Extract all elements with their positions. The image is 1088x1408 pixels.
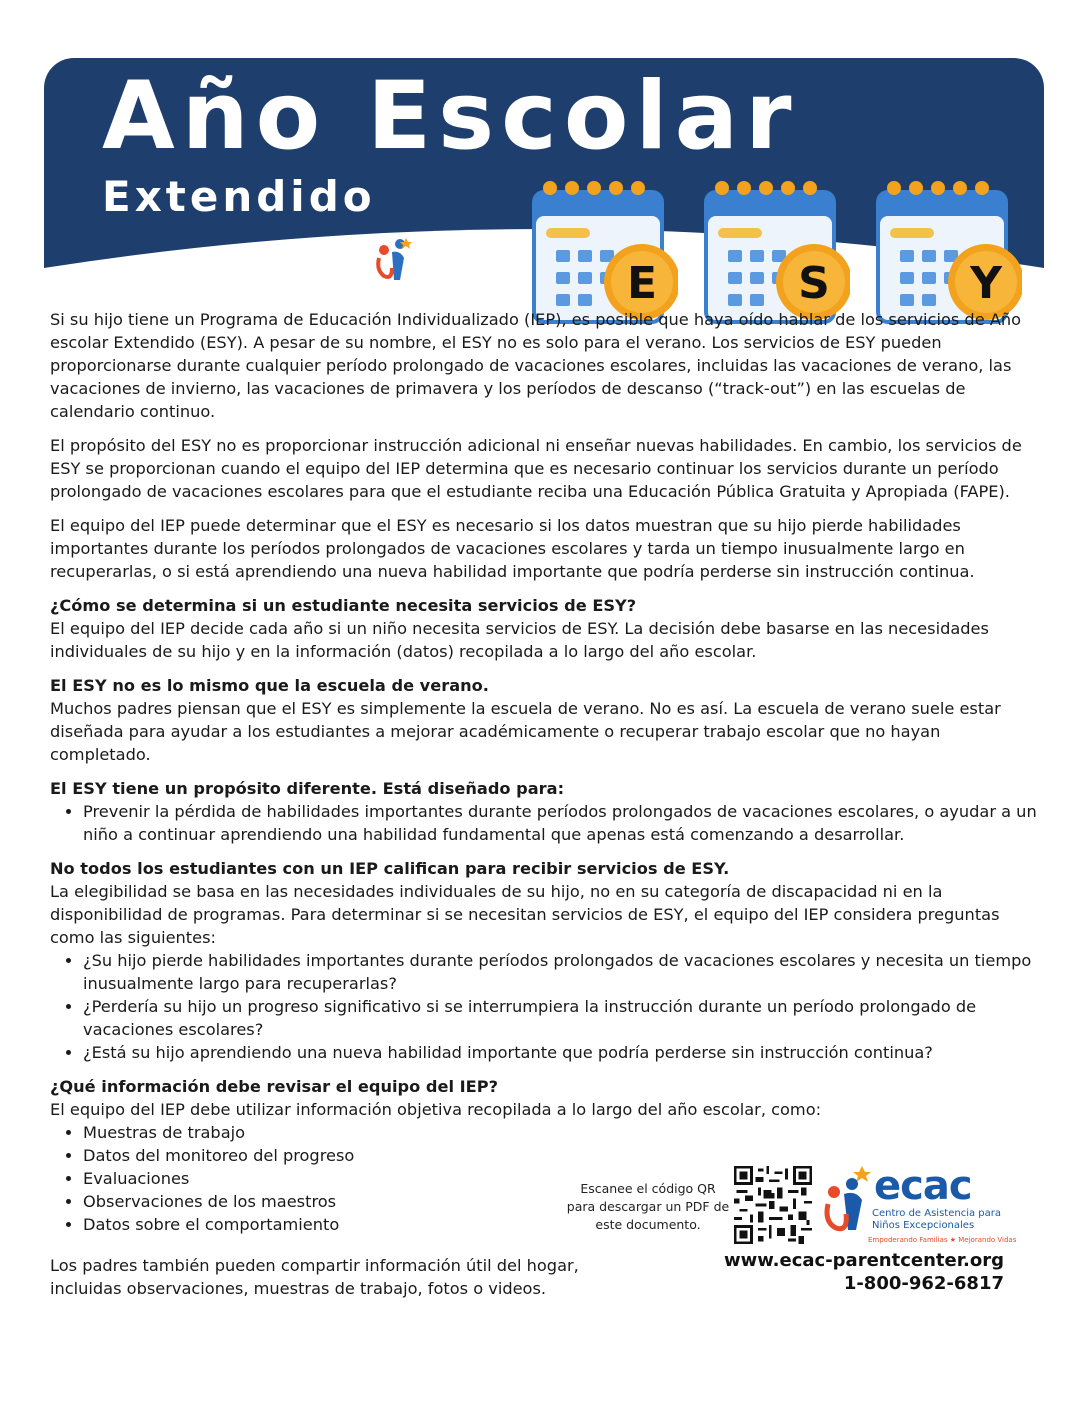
calendar-letter-s: S: [798, 258, 830, 309]
section-heading-eligibility: No todos los estudiantes con un IEP califican para recibir servicios de ESY.: [50, 859, 730, 878]
list-item: • Prevenir la pérdida de habilidades importantes durante períodos prolongados de vacaciones escolares, o ayudar a un niño a continuar aprendiendo una habilidad fundamental que apenas está comenzando a desarrollar.: [83, 800, 1040, 846]
list-item: • Evaluaciones: [83, 1167, 583, 1190]
section-body-information: El equipo del IEP debe utilizar información objetiva recopilada a lo largo del año escolar, como:: [50, 1100, 822, 1119]
phone-number[interactable]: 1-800-962-6817: [843, 1273, 1004, 1294]
calendar-y-icon: [872, 168, 1022, 328]
section-body-summer: Muchos padres piensan que el ESY es simplemente la escuela de verano. No es así. La escuela de verano suele estar diseñada para ayudar a los estudiantes a mejorar académicamente o recuperar trabajo escolar que no hayan completado.: [50, 699, 1001, 764]
page-subtitle: Extendido: [102, 172, 376, 221]
calendar-e-icon: [528, 168, 678, 328]
list-item: • ¿Su hijo pierde habilidades importantes durante períodos prolongados de vacaciones escolares y necesita un tiempo inusualmente largo para recuperarlas?: [83, 949, 1040, 995]
list-item: • Datos del monitoreo del progreso: [83, 1144, 583, 1167]
section-heading-information: ¿Qué información debe revisar el equipo del IEP?: [50, 1077, 498, 1096]
list-item: • Datos sobre el comportamiento: [83, 1213, 583, 1236]
intro-paragraph-2: El propósito del ESY no es proporcionar instrucción adicional ni enseñar nuevas habilidades. En cambio, los servicios de ESY se proporcionan cuando el equipo del IEP determina que es necesario continuar los servicios durante un período prolongado de vacaciones escolares para que el estudiante reciba una Educación Pública Gratuita y Apropiada (FAPE).: [50, 436, 1022, 501]
eligibility-questions-list: [50, 949, 1040, 1064]
section-body-determine: El equipo del IEP decide cada año si un niño necesita servicios de ESY. La decisión debe basarse en las necesidades individuales de su hijo y en la información (datos) recopilada a lo largo del año escolar.: [50, 619, 989, 661]
section-body-eligibility: La elegibilidad se basa en las necesidades individuales de su hijo, no en su categoría de discapacidad ni en la disponibilidad de programas. Para determinar si se necesitan servicios de ESY, el equipo del IEP considera preguntas como las siguientes:: [50, 882, 1000, 947]
ecac-logo-line2: Niños Excepcionales: [872, 1220, 975, 1231]
qr-caption: Escanee el código QR para descargar un PDF de este documento.: [566, 1181, 730, 1232]
parents-note: Los padres también pueden compartir información útil del hogar, incluidas observaciones, muestras de trabajo, fotos o videos.: [50, 1256, 579, 1298]
calendar-letter-e: E: [626, 258, 658, 309]
ecac-logo-line1: Centro de Asistencia para: [872, 1208, 1002, 1219]
information-list: [50, 1121, 583, 1236]
section-heading-purpose: El ESY tiene un propósito diferente. Está diseñado para:: [50, 779, 565, 798]
section-heading-determine: ¿Cómo se determina si un estudiante necesita servicios de ESY?: [50, 596, 637, 615]
list-item: • ¿Está su hijo aprendiendo una nueva habilidad importante que podría perderse sin instrucción continua?: [83, 1041, 1040, 1064]
ecac-logo-name: ecac: [874, 1163, 972, 1209]
purpose-list: [50, 800, 1040, 846]
website-link[interactable]: www.ecac-parentcenter.org: [723, 1250, 1004, 1271]
section-heading-summer: El ESY no es lo mismo que la escuela de verano.: [50, 676, 489, 695]
calendar-s-icon: [700, 168, 850, 328]
list-item: • Muestras de trabajo: [83, 1121, 583, 1144]
qr-code-icon[interactable]: [734, 1166, 812, 1244]
ecac-logo-tagline: Empoderando Familias ★ Mejorando Vidas: [868, 1236, 1017, 1244]
intro-paragraph-1: Si su hijo tiene un Programa de Educación Individualizado (IEP), es posible que haya oído hablar de los servicios de Año escolar Extendido (ESY). A pesar de su nombre, el ESY no es solo para el verano. Los servicios de ESY pueden proporcionarse durante cualquier período prolongado de vacaciones escolares, incluidas las vacaciones de verano, las vacaciones de invierno, las vacaciones de primavera y los períodos de descanso (“track-out”) en las escuelas de calendario continuo.: [50, 310, 1022, 421]
ecac-logo: [822, 1163, 1017, 1248]
main-content: [50, 308, 1040, 1247]
list-item: • Observaciones de los maestros: [83, 1190, 583, 1213]
intro-paragraph-3: El equipo del IEP puede determinar que el ESY es necesario si los datos muestran que su hijo pierde habilidades importantes durante los períodos prolongados de vacaciones escolares y tarda un tiempo inusualmente largo en recuperarlas, o si está aprendiendo una nueva habilidad importante que podría perderse sin instrucción continua.: [50, 516, 975, 581]
list-item: • ¿Perdería su hijo un progreso significativo si se interrumpiera la instrucción durante un período prolongado de vacaciones escolares?: [83, 995, 1040, 1041]
ecac-mini-logo-icon: [370, 236, 414, 284]
calendar-letter-y: Y: [970, 258, 1002, 309]
page-title: Año Escolar: [102, 62, 799, 171]
